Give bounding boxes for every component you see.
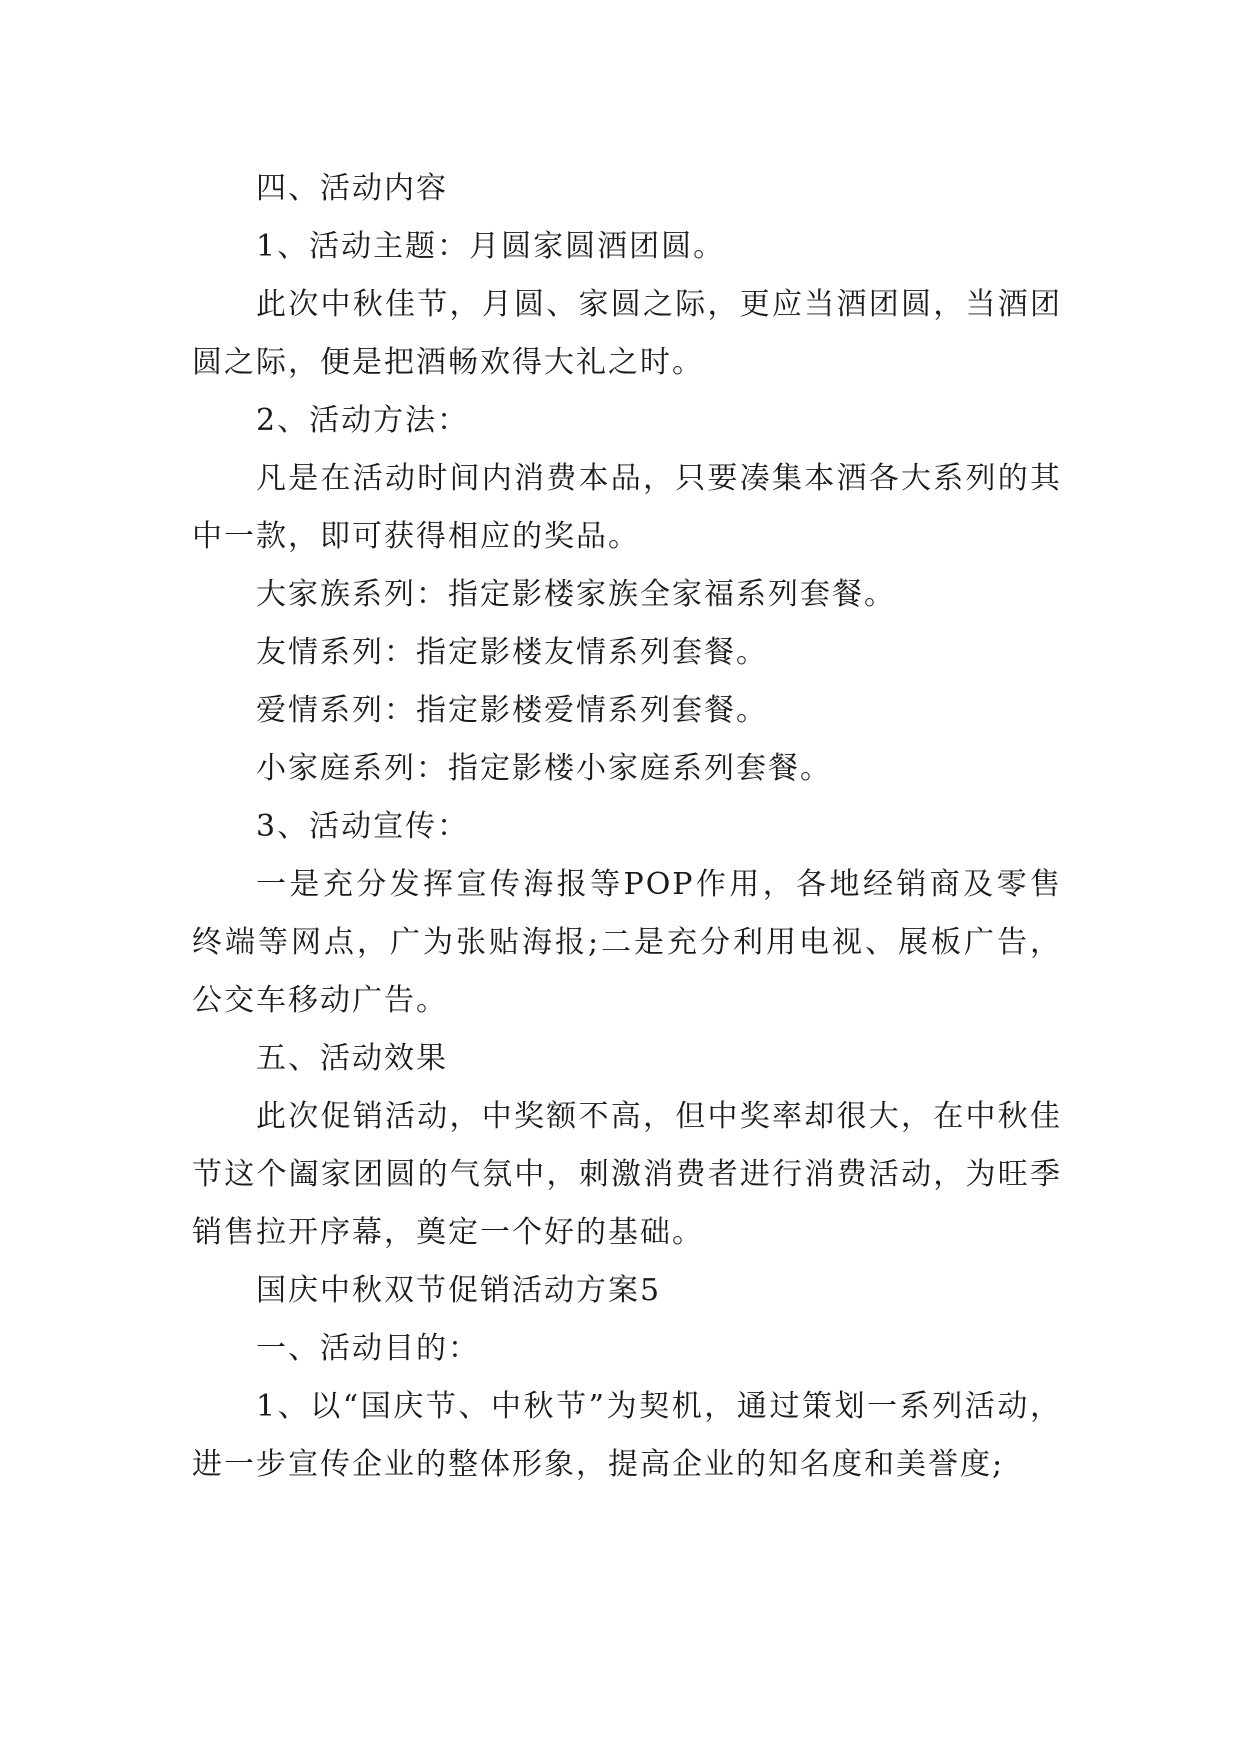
paragraph-series-small-family: 小家庭系列：指定影楼小家庭系列套餐。 bbox=[256, 751, 832, 786]
section-heading-activity-content: 四、活动内容 bbox=[256, 171, 448, 206]
paragraph-effect-description: 此次促销活动，中奖额不高，但中奖率却很大，在中秋佳节这个阖家团圆的气氛中，刺激消费者进行消费活动，为旺季销售拉开序幕，奠定一个好的基础。 bbox=[192, 1099, 1062, 1250]
paragraph-series-friendship: 友情系列：指定影楼友情系列套餐。 bbox=[256, 635, 768, 670]
section-heading-activity-purpose: 一、活动目的： bbox=[256, 1331, 480, 1366]
paragraph-activity-method: 2、活动方法： bbox=[256, 403, 470, 438]
paragraph-series-love: 爱情系列：指定影楼爱情系列套餐。 bbox=[256, 693, 768, 728]
paragraph-theme-description: 此次中秋佳节，月圆、家圆之际，更应当酒团圆，当酒团圆之际，便是把酒畅欢得大礼之时。 bbox=[192, 287, 1062, 380]
paragraph-promotion-description: 一是充分发挥宣传海报等POP作用，各地经销商及零售终端等网点，广为张贴海报;二是充分利用电视、展板广告，公交车移动广告。 bbox=[192, 867, 1062, 1018]
document-body bbox=[192, 160, 1062, 1494]
paragraph-series-big-family: 大家族系列：指定影楼家族全家福系列套餐。 bbox=[256, 577, 896, 612]
paragraph-purpose-item-1: 1、以“国庆节、中秋节”为契机，通过策划一系列活动，进一步宣传企业的整体形象，提高企业的知名度和美誉度; bbox=[192, 1389, 1062, 1482]
document-subtitle-plan-5: 国庆中秋双节促销活动方案5 bbox=[256, 1273, 662, 1308]
paragraph-method-description: 凡是在活动时间内消费本品，只要凑集本酒各大系列的其中一款，即可获得相应的奖品。 bbox=[192, 461, 1062, 554]
section-heading-activity-effect: 五、活动效果 bbox=[256, 1041, 448, 1076]
paragraph-activity-theme: 1、活动主题：月圆家圆酒团圆。 bbox=[256, 229, 726, 264]
paragraph-activity-promotion: 3、活动宣传： bbox=[256, 809, 470, 844]
